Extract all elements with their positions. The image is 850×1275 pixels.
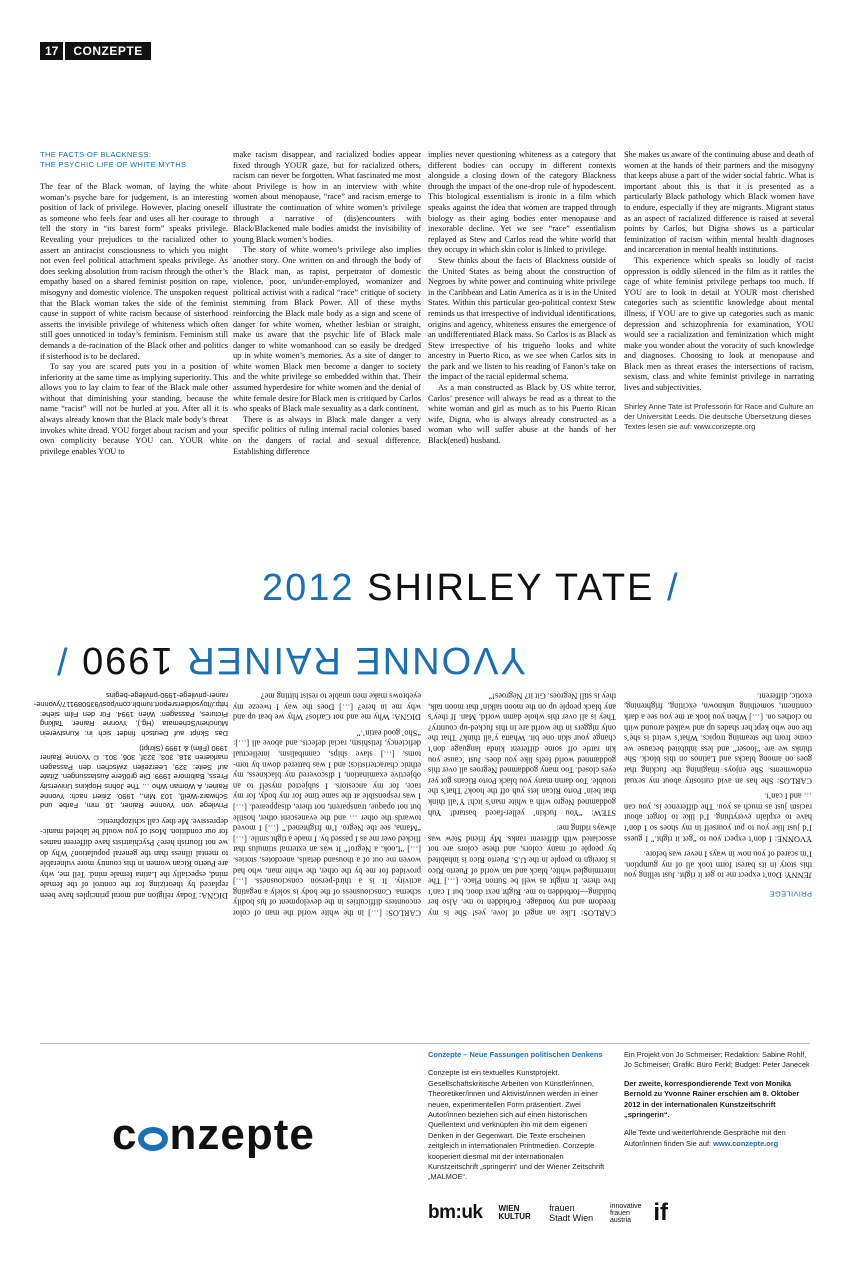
- credits-text: Ein Projekt von Jo Schmeiser; Redaktion: Sabine Rohlf, Jo Schmeiser; Grafik: Büro Ferkl; Budget: Peter Janecek: [624, 1050, 810, 1070]
- credits-block: [624, 1050, 814, 1157]
- paragraph: CARLOS: She has an avid curiosity about my sexual endowments. She enjoys imagining the fucking that goes on among blacks and Latinos on this block. She thinks we are “looser” and less inhibited because we come from the steaming tropics. What’s weird is she’s the one who kept her shades up and walked around with no clothes on. […] When you look at me you see a dark continent, something unknown, exciting, frightening, exotic, different.: [624, 691, 812, 786]
- rainer-column-2: [428, 690, 616, 917]
- article-column-2: [233, 150, 421, 457]
- article-title: THE FACTS OF BLACKNESS: THE PSYCHIC LIFE OF WHITE MYTHS: [40, 150, 187, 169]
- source-note: Das Skript auf Deutsch findet sich in: Kunstverein München/Schemata (Hg.), Yvonne Rainer. Talking Pictures, Passagen: Wien 1994. Für den Film siehe: http://toysoldiersreport.tumblr.com/post/935089117/yvonne-rainer-privilege-1990-privilege-begins: [33, 690, 228, 738]
- headline-author: YVONNE RAINER: [185, 639, 526, 681]
- sponsor-logos: [428, 1198, 668, 1228]
- footer-divider: [40, 1043, 810, 1044]
- paragraph: This experience which speaks so loudly of racist oppression is oddly silenced in the film as it rattles the cage of white feminist privilege perhaps too much. If YOU are to look in detail at YOUR most cherished categories such as scientific knowledge about mental illness, if YOU are to give up categories such as manic depression and schizophrenia for examination, YOU would see a racialization and feminization which might make you wonder about the voracity of such knowledge and diagnoses. Choosing to look at menopause and Black men as threat erases the intersections of racism, sexism, class and white feminist privilege in narrating lives and subjectivities.: [624, 255, 814, 393]
- headline-year: 2012: [262, 567, 355, 609]
- innovative-frauen-logo: innovative frauen austria if: [610, 1199, 668, 1226]
- rainer-section-label: PRIVILEGE: [769, 889, 812, 899]
- paragraph: CARLOS: […] in the white world the man of color encounters difficulties in the development of his bodily schema. Consciousness of the body is solely a negating activity. It is a third-person consciousness. […] provided for me by the other, the white man, who had woven me out of a thousand details, anecdotes, stories. […] “Look, a Negro!” It was an external stimulus that flicked over me as I passed by. I made a tight smile. […] “Mama, see the Negro. I’m frightened.” […] I moved towards the other … and the evanescent other, hostile but not opaque, transparent, not there, disappeared. […] I was responsible at the same time for my body, for my race, for my ancestors. I subjected myself to an objective examination, I discovered my blackness, my ethnic characteristics; and I was battered down by tom-toms, […] slave ships, cannibalism, intellectual deficiency, fetishism, racial defects, and above all […]: “Sho’ good eatin’.”: [233, 728, 421, 918]
- article-column-1: [40, 150, 228, 457]
- headline-yvonne-rainer: [55, 638, 526, 682]
- headline-slash: /: [55, 639, 68, 681]
- author-bio: Shirley Anne Tate ist Professorin für Race and Culture an der Universität Leeds. Die deutsche Übersetzung dieses Textes lesen sie auf: www.conzepte.org: [624, 401, 814, 431]
- paragraph: To say you are scared puts you in a position of inferiority at the same time as implying superiority. This allows you to lay claim to fear of the Black male other without that diminishing your standing, because the name “racist” will not be hurled at you. After all it is always already known that the Black male body’s threat invokes white dread. YOU forget about racism and your own complicity because YOU can. YOUR white privilege enables YOU to: [40, 362, 228, 456]
- paragraph: CARLOS: Like an angel of love, yes! She is my freedom and my bondage. Forbidden to me. Also her building—forbidden to me. Right next door, but I can’t live there. It might as well be Sutton Place. […] The intermingled white, black and tan world of Puerto Rico is foreign to people in the U.S. Puerto Rico is inhabited by people of many colors, and these colors are not associated with different ranks. My friend Stew was always riding me:: [428, 823, 616, 918]
- credits-text: Der zweite, korrespondierende Text von Monika Bernold zu Yvonne Rainer erschien am 8. Oktober 2012 in der internationalen Kunstzeitschrift „springerin“.: [624, 1078, 800, 1120]
- paragraph: make racism disappear, and racialized bodies appear fixed through YOUR gaze, but for racialized others, racism can never be forgotten. What fascinated me most about Privilege is how in an interview with white women about menopause, “race” and racism emerge to illustrate the continuation of white women’s privilege through a narrative of (dis)encounters with Black/Blackened male bodies amidst the invisibility of young Black women’s bodies.: [233, 150, 421, 244]
- wien-kultur-logo: WIEN KULTUR: [498, 1204, 531, 1221]
- headline-slash: /: [666, 567, 680, 609]
- rainer-column-3: [233, 690, 421, 917]
- paragraph: She makes us aware of the continuing abuse and death of women at the hands of their partners and the misogyny that keeps abuse a part of the wider social fabric. What is important about this is that it is presented as a particularly Black pathology which Black women have to endure, especially if they are migrants. Migrant status as an aspect of racialized difference is raised at several points by Carlos, but Digna shows us a particular feminization of racism within mental health diagnoses and incarceration in mental health institutions.: [624, 150, 814, 255]
- headline-author: SHIRLEY TATE: [367, 567, 655, 609]
- article-column-4: [624, 150, 814, 432]
- rainer-column-1: [624, 690, 812, 899]
- paragraph: Stew thinks about the facts of Blackness outside of the United States as being about the construction of Negroes by white power and continuing white privilege in the Caribbean and Latin America as it is in the United States. Within this particular geo-political context Stew reminds us that irrespective of individual identifications, origins and agency, whiteness ensures the emergence of an undifferentiated Black mass. So Carlos is as Black as Stew irrespective of his trigueño looks and white ancestry in Puerto Rico, as we see when Carlos sits in the park and we listen to his reading of Fanon’s take on the impact of the racial epidermal schema.: [428, 255, 616, 382]
- about-block: [428, 1050, 608, 1183]
- paragraph: The fear of the Black woman, of laying the white woman’s psyche bare for judgement, is an interesting position of lack of privilege. However, placing oneself as someone who feels fear and uses all her courage to tell the story in “its barest form” speaks privilege. Revealing your prejudices to the racialized other to assert an antiracist consciousness to which you might not even feel political attachment speaks privilege. As does seeking absolution from racism through the other’s empathy based on a shared feminist position on rape, misogyny and domestic violence. The unspoken request that the Black woman takes the side of the feminist cause in support of white racism because of sisterhood asserts the invisible privilege of whiteness which often still goes unnoticed in today’s feminism. Feminism still demands a de-racination of the Black other and politics if sisterhood is to be declared.: [40, 182, 228, 361]
- article-column-3: [428, 150, 616, 447]
- bmuk-logo: bm:uk: [428, 1202, 483, 1223]
- paragraph: DIGNA: Today religion and moral principles have been replaced by theorizing for the control of the female mind, especially the Latina female mind. Tell me, why are Puerto Rican women in this country more vulnerable to mental illness than the general population? Why do we not flourish here? Psychiatrists have different names for our condition. Most of you would be labeled manic-depressive. Me they call schizophrenic.: [39, 816, 228, 900]
- section-label: CONZEPTE: [65, 42, 150, 60]
- paragraph: The story of white women’s privilege also implies another story. One written on and through the body of the Black man, as rapist, perpetrator of domestic violence, poor, un/under-employed, womanizer and political activist with a radical “race” critique of society stemming from Black Power. All of these myths reinforcing the Black male body as a sign and scene of danger for white women, whether lesbian or straight, make us aware that the psychic life of Black male danger to white womanhood can so easily be dredged up in white women’s memories. As a site of danger to white women Black men become a danger to society and the white privilege so embedded within that. Their assumed hyperdesire for white women and the denial of white female desire for Black men is critiqued by Carlos who speaks of Black male sexuality as a dark continent.: [233, 245, 421, 414]
- paragraph: YVONNE: I don’t expect you to “get it right.” I guess I’d just like you to put yourself in my shoes so I don’t have to explain everything. I’d like to forget about racism just as much as you. The difference is, you can … and I can’t.: [624, 791, 812, 844]
- rainer-column-4: [33, 690, 228, 900]
- about-text: Conzepte ist ein textuelles Kunstprojekt. Gesellschaftskritische Arbeiten von Künstler/innen, Theoretiker/innen und Aktivist/innen werden in einer neuen, experimentellen Form präsentiert. Zwei Autor/innen beziehen sich auf einen historischen Quellentext und verknüpfen ihn mit dem eigenen Denken in der Gegenwart. Die Texte erscheinen zeitgleich in internationalen Printmedien. Conzepte kooperiert diesmal mit der internationalen Kunstzeitschrift „springerin“ und der Wiener Zeitschrift „MALMOE“.: [428, 1068, 605, 1182]
- headline-shirley-tate: [262, 566, 680, 610]
- conzepte-logo: c nzepte: [112, 1110, 315, 1159]
- paragraph: DIGNA: Why me and not Carlos? Why we beat up and why me in here? […] Does the way I tweeze my eyebrows make men unable to resist hitting me?: [233, 691, 421, 722]
- about-title: Conzepte – Neue Fassungen politischen Denkens: [428, 1050, 603, 1059]
- logo-o-shape: [138, 1127, 168, 1151]
- page-header: [40, 42, 151, 60]
- paragraph: STEW: “You fuckin’ yeller-faced bastard! Yuh goddamned Negro with a white man’s itch! Y’all think that bein’ Porto Rican lets yuh off the hook? That’s the trouble. Too damn many you black Porto Ricans got yer eyes closed. Too many goddamned Negroes all over this goddamned world feels like you does. Just ’cause you kin rattle off some different kinda language don’t change your skin one bit. Whatta y’all think? That the only niggers in the world are in this fucked-up country? They is all over this whole damn world, Man. If they’s any black people up on the moon talkin’ that moon talk, they is still Negroes. Git it? Negroes!”: [428, 691, 616, 818]
- frauen-logo: frauen Stadt Wien: [549, 1203, 594, 1223]
- source-note: Privilege von Yvonne Rainer, 16 mm, Farbe und Schwarz-Weiß, 103 Min., 1990. Zitiert nach: Yvonne Rainer, A Woman Who … The Johns Hopkins University Press, Baltimore 1999. Die größere Auslassungen. Zitate auf Seite: 329, Leerzeilen zwischen den Passagen markieren 318, 303, 323f, 306, 301. © Yvonne Rainer 1990 (Film) & 1999 (Skript): [40, 743, 228, 811]
- website-link[interactable]: www.conzepte.org: [713, 1138, 779, 1148]
- headline-year: 1990: [80, 639, 173, 681]
- paragraph: As a man constructed as Black by US white terror, Carlos’ presence will always be read as a threat to the white woman and girl as much as to his Puerto Rican wife, Digna, who is always already constructed as a woman who will suffer abuse at the hands of her Black(ened) husband.: [428, 383, 616, 446]
- paragraph: implies never questioning whiteness as a category that different bodies can occupy in different contexts alongside a closing down of the category Blackness through the impact of the one-drop rule of hypodescent. This biological essentialism is ironic in a film which speaks against the idea that women are trapped through biology as their aging bodies enter menopause and inexorable decline. Yet we see “race” essentialism replayed as Stew and Carlos read the white world that they occupy in which skin color is linked to privilege.: [428, 150, 616, 255]
- credits-text: Alle Texte und weiterführende Gespräche mit den Autor/innen finden Sie auf: www.conzepte.org: [624, 1128, 786, 1148]
- paragraph: There is as always in Black male danger a very specific politics of ruling internal racial colonies based on the dangers of racial and sexual difference. Establishing difference: [233, 414, 421, 456]
- paragraph: JENNY: Don’t expect me to get it right. Just telling you this story in its barest form took all of my gumption. I’m scared of you now in ways I never was before.: [624, 849, 812, 881]
- page-number: 17: [40, 42, 63, 60]
